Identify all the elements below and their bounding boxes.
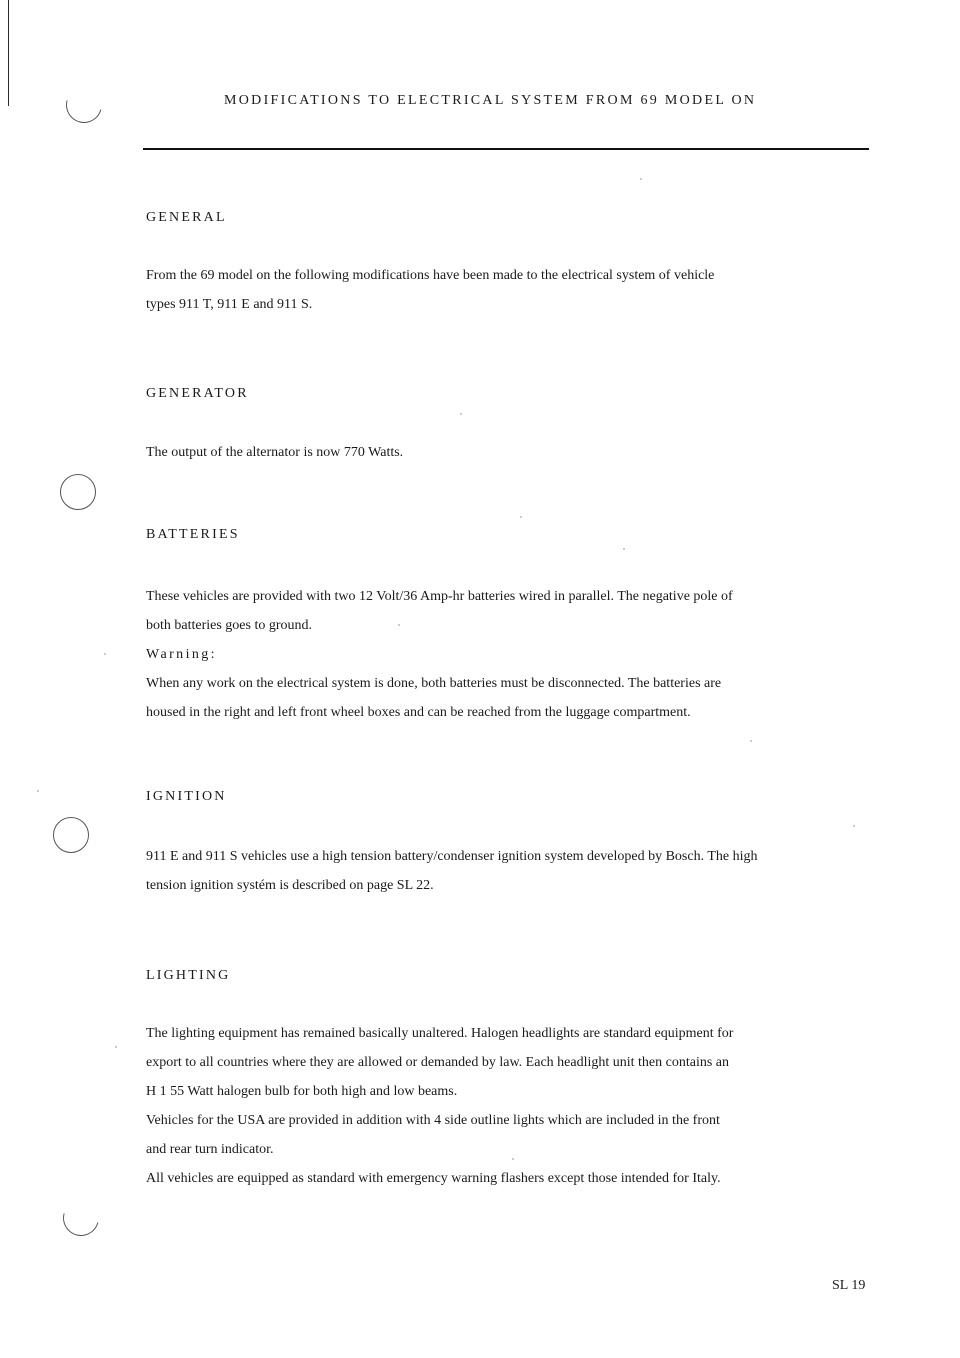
scan-speck [115, 1046, 117, 1048]
paragraph-line: 911 E and 911 S vehicles use a high tension battery/condenser ignition system developed by Bosch. The high [146, 849, 758, 864]
paragraph-line: types 911 T, 911 E and 911 S. [146, 297, 313, 312]
scan-speck [460, 413, 462, 415]
scan-speck [640, 178, 642, 180]
punch-hole-icon [59, 80, 108, 129]
section-body-batteries [146, 582, 866, 727]
paragraph-line: The output of the alternator is now 770 Watts. [146, 445, 404, 460]
paragraph-line: export to all countries where they are allowed or demanded by law. Each headlight unit then contains an [146, 1055, 730, 1070]
scan-speck [520, 516, 522, 518]
paragraph-line: tension ignition systém is described on page SL 22. [146, 878, 434, 893]
paragraph-line: and rear turn indicator. [146, 1142, 274, 1157]
paragraph-line: All vehicles are equipped as standard with emergency warning flashers except those intended for Italy. [146, 1171, 721, 1186]
section-heading-lighting: LIGHTING [146, 968, 231, 983]
section-heading-generator: GENERATOR [146, 386, 249, 401]
header-rule [143, 148, 869, 150]
section-heading-ignition: IGNITION [146, 789, 227, 804]
page-number: SL 19 [832, 1278, 866, 1293]
scan-speck [853, 825, 855, 827]
punch-hole-icon [53, 817, 89, 853]
paragraph-line: These vehicles are provided with two 12 Volt/36 Amp-hr batteries wired in parallel. The negative pole of [146, 589, 733, 604]
paragraph-line: H 1 55 Watt halogen bulb for both high and low beams. [146, 1084, 458, 1099]
section-heading-general: GENERAL [146, 210, 227, 225]
scan-speck [398, 624, 400, 626]
scan-speck [37, 790, 39, 792]
warning-label: Warning: [146, 647, 217, 662]
scan-speck [512, 1158, 514, 1160]
paragraph-line: When any work on the electrical system is done, both batteries must be disconnected. The batteries are [146, 676, 722, 691]
paragraph-line: The lighting equipment has remained basically unaltered. Halogen headlights are standard equipment for [146, 1026, 734, 1041]
page-header: MODIFICATIONS TO ELECTRICAL SYSTEM FROM 69 MODEL ON [224, 93, 757, 108]
scan-speck [104, 653, 106, 655]
scan-speck [623, 548, 625, 550]
section-body-lighting [146, 1019, 866, 1193]
paragraph-line: both batteries goes to ground. [146, 618, 313, 633]
section-body-generator [146, 438, 866, 467]
section-body-ignition [146, 842, 866, 900]
section-heading-batteries: BATTERIES [146, 527, 240, 542]
punch-hole-icon [60, 474, 96, 510]
paragraph-line: housed in the right and left front wheel boxes and can be reached from the luggage compartment. [146, 705, 691, 720]
paragraph-line: From the 69 model on the following modifications have been made to the electrical system of vehicle [146, 268, 715, 283]
punch-hole-icon [56, 1193, 105, 1242]
section-body-general [146, 261, 866, 319]
scan-speck [750, 740, 752, 742]
binding-edge-line [8, 0, 9, 106]
paragraph-line: Vehicles for the USA are provided in addition with 4 side outline lights which are included in the front [146, 1113, 720, 1128]
